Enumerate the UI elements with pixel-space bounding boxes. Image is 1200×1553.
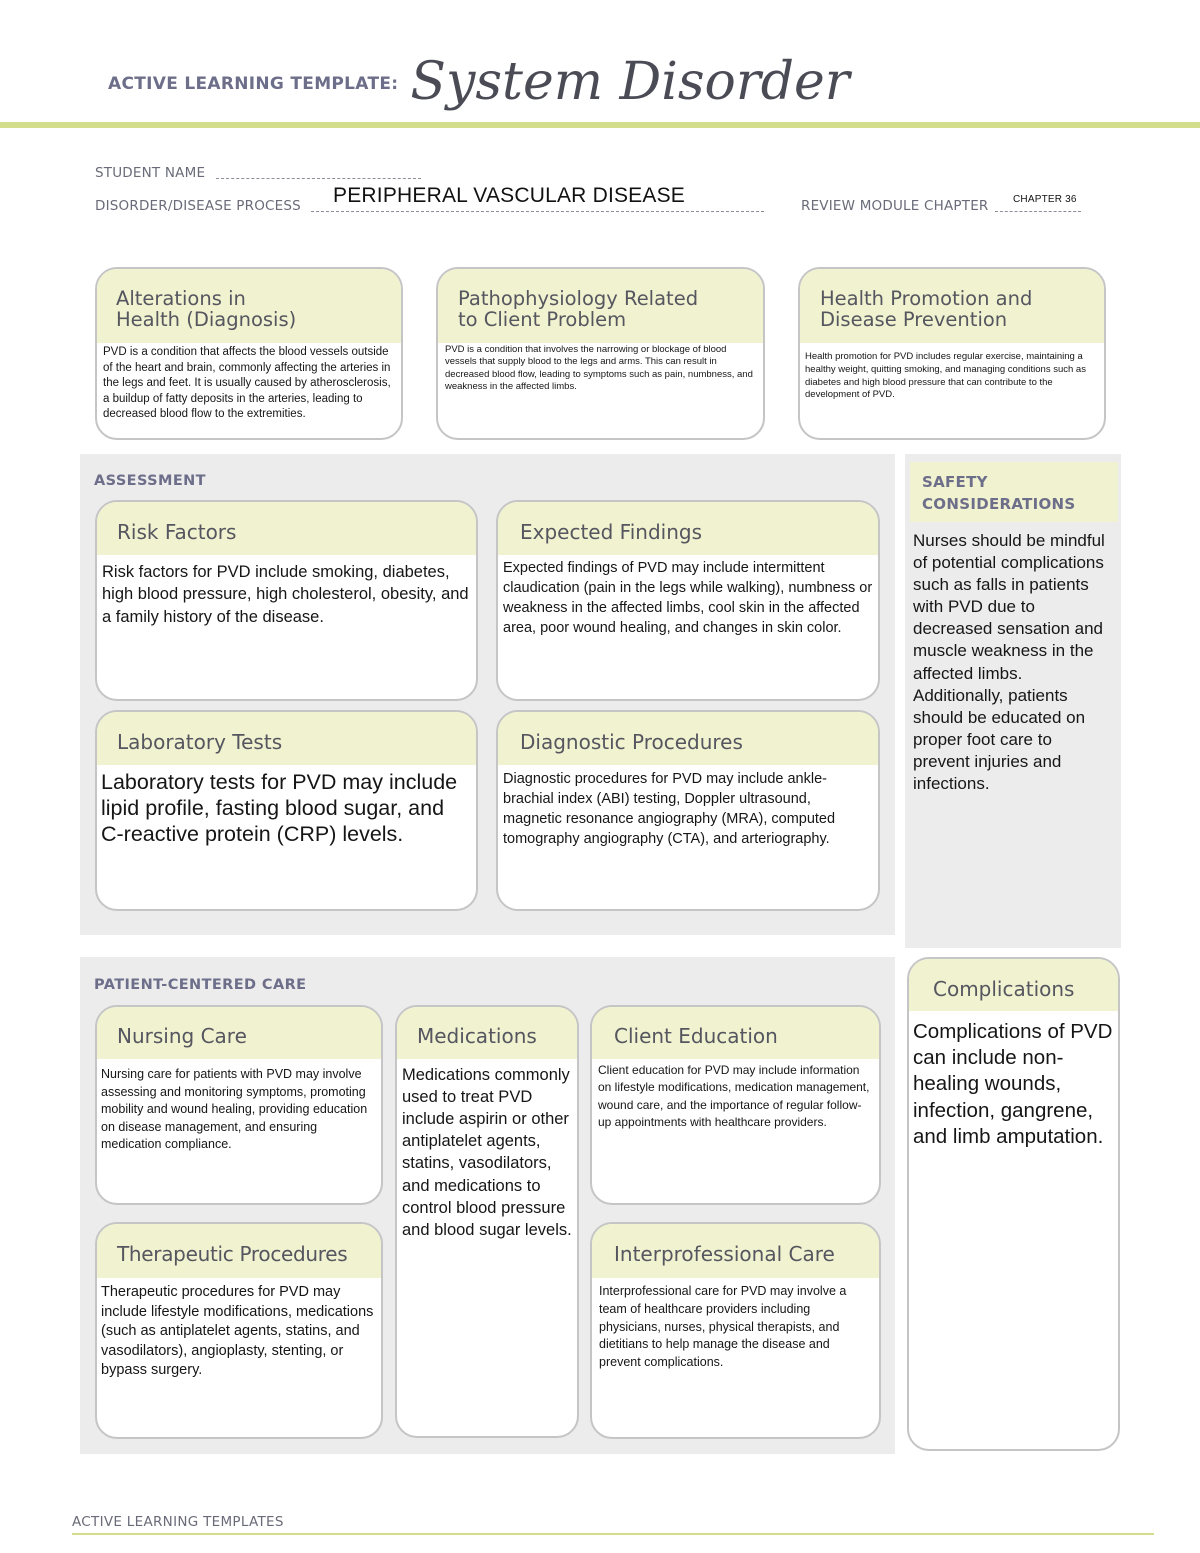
therapeutic-procedures-heading: Therapeutic Procedures (97, 1224, 381, 1278)
pathophysiology-box (436, 267, 765, 440)
client-education-heading: Client Education (592, 1007, 879, 1059)
alterations-title-line1: Alterations in (116, 287, 246, 310)
chapter-value-wrap (1013, 190, 1077, 206)
template-title (108, 52, 850, 112)
alterations-in-health-box (95, 267, 403, 440)
interprofessional-care-box (590, 1222, 881, 1439)
alterations-text: PVD is a condition that affects the blood vessels outside of the heart and brain, commonly affecting the arteries in the legs and feet. It is usually caused by atherosclerosis, a buildup of fatty deposits in the arteries, leading to decreased blood flow to the extremities. (103, 346, 391, 421)
nursing-care-heading: Nursing Care (97, 1007, 381, 1059)
safety-heading (910, 462, 1118, 522)
footer-label: ACTIVE LEARNING TEMPLATES (72, 1514, 284, 1530)
safety-label-line1: SAFETY (922, 473, 988, 491)
risk-factors-box (95, 500, 478, 701)
client-education-text: Client education for PVD may include information on lifestyle modifications, medication management, wound care, and the importance of regular follow-up appointments with healthcare providers. (598, 1063, 870, 1130)
assessment-label: ASSESSMENT (94, 473, 206, 489)
pathophysiology-title-line2: to Client Problem (458, 308, 627, 332)
pathophysiology-text: PVD is a condition that involves the narrowing or blockage of blood vessels that supply blood to the legs and arms. This can result in decreased blood flow, leading to symptoms such as pain, numbness, and weakness in the affected limbs. (445, 344, 753, 393)
risk-factors-text: Risk factors for PVD include smoking, diabetes, high blood pressure, high cholesterol, obesity, and a family history of the disease. (102, 563, 469, 626)
chapter-input[interactable] (995, 211, 1081, 212)
safety-label-line2: CONSIDERATIONS (922, 494, 1076, 513)
medications-heading: Medications (397, 1007, 577, 1059)
health-promotion-text: Health promotion for PVD includes regular exercise, maintaining a healthy weight, quitting smoking, and managing conditions such as diabetes and high blood pressure that can contribute to the development of PVD. (805, 351, 1086, 401)
chapter-label: REVIEW MODULE CHAPTER (801, 198, 989, 214)
student-name-label: STUDENT NAME (95, 165, 206, 181)
pathophysiology-heading (438, 269, 763, 343)
health-promotion-box (798, 267, 1106, 440)
header-divider (0, 122, 1200, 128)
complications-box (907, 957, 1120, 1451)
medications-box (395, 1005, 579, 1438)
laboratory-tests-heading: Laboratory Tests (97, 712, 476, 765)
diagnostic-procedures-heading: Diagnostic Procedures (498, 712, 878, 765)
disorder-input[interactable] (311, 211, 764, 212)
interprofessional-care-text: Interprofessional care for PVD may involve a team of healthcare providers including physicians, nurses, physical therapists, and dietitians to help manage the disease and prevent complications. (599, 1284, 847, 1369)
complications-heading: Complications (909, 959, 1118, 1011)
therapeutic-procedures-box (95, 1222, 383, 1439)
student-name-input[interactable] (216, 178, 421, 179)
template-label: ACTIVE LEARNING TEMPLATE: (108, 74, 399, 94)
expected-findings-heading: Expected Findings (498, 502, 878, 555)
disorder-value-wrap (333, 184, 685, 208)
diagnostic-procedures-box (496, 710, 880, 911)
pathophysiology-title-line1: Pathophysiology Related (458, 287, 699, 310)
client-education-box (590, 1005, 881, 1205)
risk-factors-heading: Risk Factors (97, 502, 476, 555)
student-name-field (95, 165, 421, 181)
health-promotion-title-line2: Disease Prevention (820, 308, 1008, 332)
nursing-care-box (95, 1005, 383, 1205)
safety-text: Nurses should be mindful of potential complications such as falls in patients with PVD due to decreased sensation and muscle weakness in the affected limbs. Additionally, patients should be educated on proper foot care to prevent injuries and infections. (913, 531, 1105, 794)
nursing-care-text: Nursing care for patients with PVD may involve assessing and monitoring symptoms, promoting mobility and wound healing, providing education on disease management, and ensuring medication compliance. (101, 1067, 368, 1151)
expected-findings-text: Expected findings of PVD may include intermittent claudication (pain in the legs while walking), numbness or weakness in the affected limbs, cool skin in the affected area, poor wound healing, and changes in skin color. (503, 560, 873, 636)
template-name: System Disorder (410, 52, 850, 112)
chapter-value: CHAPTER 36 (1013, 194, 1077, 205)
health-promotion-title-line1: Health Promotion and (820, 287, 1033, 310)
alterations-title-line2: Health (Diagnosis) (116, 308, 297, 332)
patient-centered-care-label: PATIENT-CENTERED CARE (94, 977, 307, 993)
expected-findings-box (496, 500, 880, 701)
diagnostic-procedures-text: Diagnostic procedures for PVD may include ankle-brachial index (ABI) testing, Doppler ultrasound, magnetic resonance angiography (MRA), computed tomography angiography (CTA), and arteriography. (503, 771, 836, 847)
laboratory-tests-text: Laboratory tests for PVD may include lipid profile, fasting blood sugar, and C-reactive protein (CRP) levels. (101, 770, 458, 846)
health-promotion-heading (800, 269, 1104, 343)
disorder-value: PERIPHERAL VASCULAR DISEASE (333, 184, 686, 207)
alterations-in-health-heading (97, 269, 401, 343)
laboratory-tests-box (95, 710, 478, 911)
therapeutic-procedures-text: Therapeutic procedures for PVD may include lifestyle modifications, medications (such as antiplatelet agents, statins, and vasodilators), angioplasty, stenting, or bypass surgery. (101, 1284, 374, 1379)
disorder-label: DISORDER/DISEASE PROCESS (95, 198, 301, 214)
interprofessional-care-heading: Interprofessional Care (592, 1224, 879, 1278)
complications-text: Complications of PVD can include non-healing wounds, infection, gangrene, and limb amputation. (913, 1020, 1113, 1148)
footer-divider (72, 1533, 1154, 1535)
medications-text: Medications commonly used to treat PVD include aspirin or other antiplatelet agents, statins, vasodilators, and medications to control blood pressure and blood sugar levels. (402, 1066, 572, 1239)
